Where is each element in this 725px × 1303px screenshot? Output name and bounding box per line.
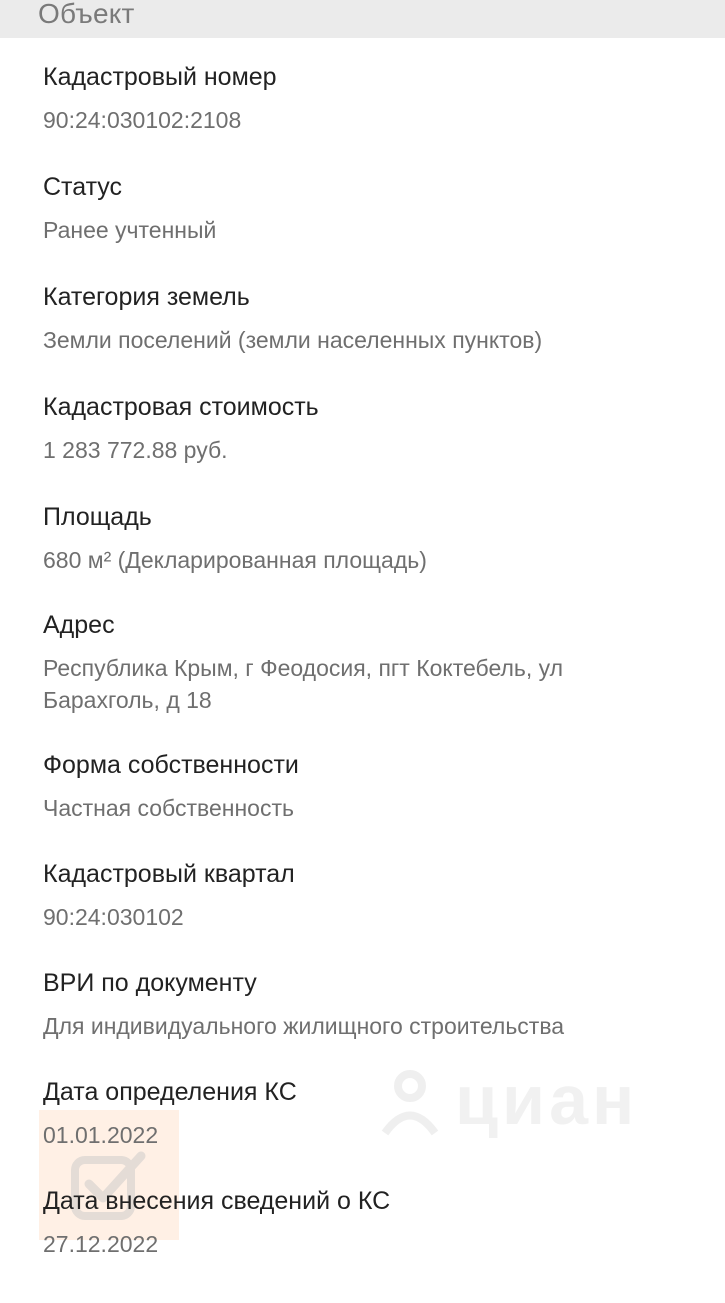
field-label: Дата определения КС: [43, 1078, 297, 1106]
field-permitted-use: [43, 968, 683, 1042]
field-value: Частная собственность: [43, 795, 294, 821]
field-address: [43, 610, 683, 716]
field-value: 90:24:030102: [43, 904, 184, 930]
field-label: Кадастровый квартал: [43, 860, 295, 888]
field-value: 01.01.2022: [43, 1122, 159, 1148]
field-label: Кадастровая стоимость: [43, 393, 319, 421]
field-label: Площадь: [43, 503, 152, 531]
field-label: Форма собственности: [43, 751, 299, 779]
field-value: Земли поселений (земли населенных пунктов): [43, 327, 543, 353]
section-header: [0, 0, 725, 38]
field-value: 680 м² (Декларированная площадь): [43, 547, 427, 573]
field-label: Адрес: [43, 611, 115, 639]
field-value: 27.12.2022: [43, 1231, 159, 1257]
field-label: Дата внесения сведений о КС: [43, 1187, 391, 1215]
field-label: Статус: [43, 173, 123, 201]
field-value: 1 283 772.88 руб.: [43, 437, 228, 463]
field-value: Республика Крым, г Феодосия, пгт Коктебель, ул Барахголь, д 18: [43, 655, 564, 713]
field-label: Категория земель: [43, 283, 250, 311]
field-label: ВРИ по документу: [43, 969, 257, 997]
section-title: Объект: [38, 0, 135, 29]
field-area: [43, 502, 683, 576]
field-cadastral-quarter: [43, 859, 683, 933]
watermark-text: циан: [455, 1061, 639, 1139]
field-value: Ранее учтенный: [43, 217, 217, 243]
field-status: [43, 172, 683, 246]
field-ownership-form: [43, 750, 683, 824]
field-value: 90:24:030102:2108: [43, 107, 242, 133]
field-valuation-date: [43, 1077, 683, 1151]
field-cadastral-value: [43, 392, 683, 466]
field-land-category: [43, 282, 683, 356]
field-label: Кадастровый номер: [43, 63, 277, 91]
field-value: Для индивидуального жилищного строительства: [43, 1013, 565, 1039]
field-cadastral-number: [43, 62, 683, 136]
field-record-date: [43, 1186, 683, 1260]
